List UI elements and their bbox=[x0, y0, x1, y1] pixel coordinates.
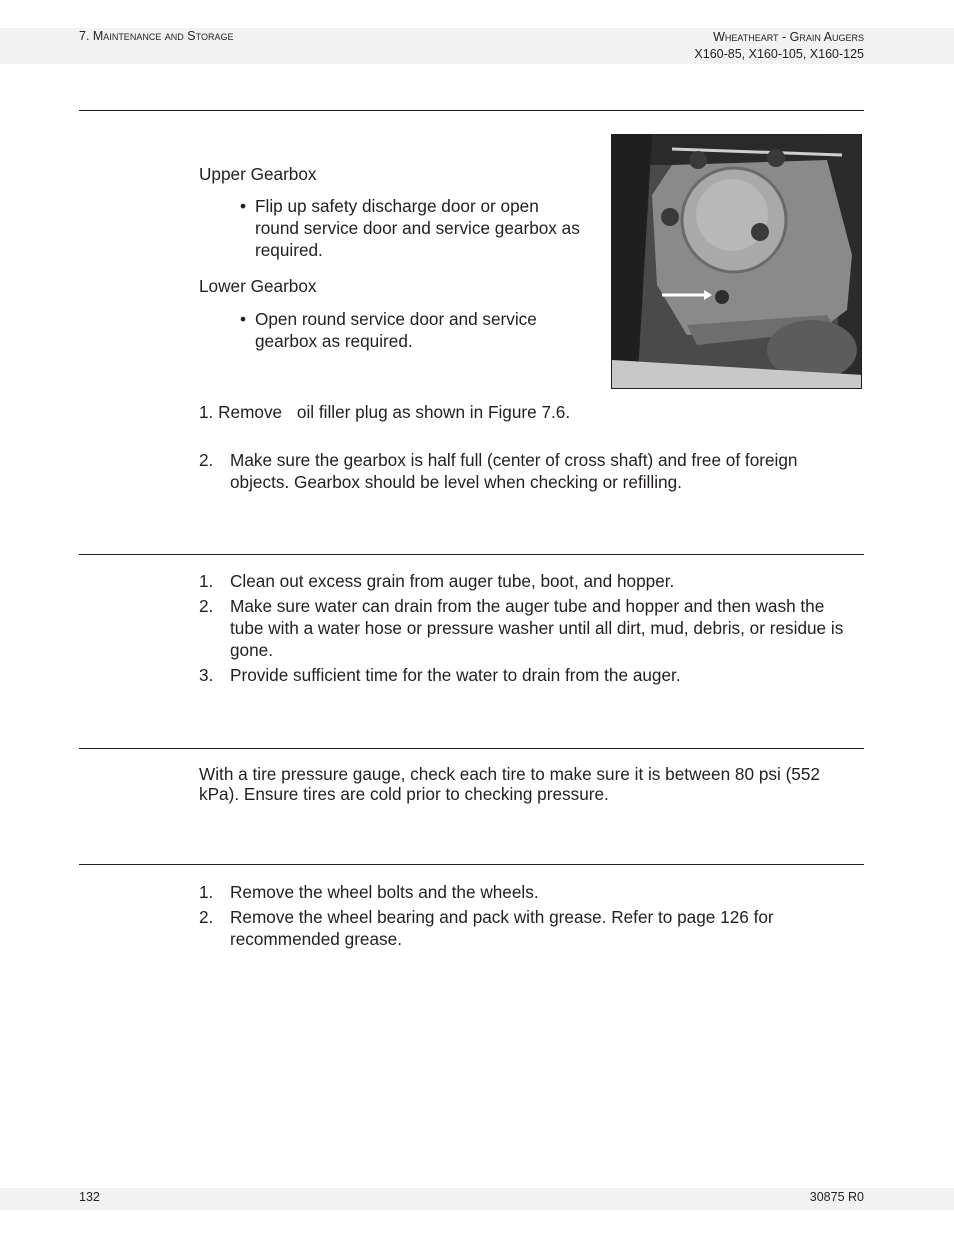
list-item bbox=[199, 881, 859, 903]
lower-gearbox-title: Lower Gearbox bbox=[199, 276, 317, 296]
bullet-icon: • bbox=[240, 196, 247, 216]
section-divider bbox=[79, 110, 864, 111]
list-text: Clean out excess grain from auger tube, boot, and hopper. bbox=[230, 571, 675, 591]
list-item bbox=[199, 906, 859, 950]
product-info bbox=[694, 29, 864, 63]
section-divider bbox=[79, 864, 864, 865]
list-number: 1. Remove bbox=[199, 402, 283, 422]
list-text: Remove the wheel bearing and pack with grease. Refer to page 126 for recommended grease. bbox=[230, 907, 774, 949]
page-footer bbox=[0, 1188, 954, 1210]
model-list: X160-85, X160-105, X160-125 bbox=[694, 47, 864, 61]
list-number: 1. bbox=[199, 882, 214, 902]
list-item bbox=[199, 664, 859, 686]
section-title: 7. Maintenance and Storage bbox=[79, 29, 234, 43]
gearbox-photo-icon bbox=[612, 135, 862, 389]
page-header bbox=[0, 28, 954, 64]
list-item bbox=[199, 595, 859, 661]
section-divider bbox=[79, 554, 864, 555]
list-number: 2. bbox=[199, 450, 214, 470]
section-divider bbox=[79, 748, 864, 749]
product-name: Wheatheart - Grain Augers bbox=[713, 30, 864, 44]
list-text: Remove the wheel bolts and the wheels. bbox=[230, 882, 539, 902]
list-text: Make sure the gearbox is half full (center of cross shaft) and free of foreign objects. Gearbox should be level when checking or refilling. bbox=[230, 450, 798, 492]
list-item bbox=[199, 449, 859, 493]
page-number: 132 bbox=[79, 1190, 100, 1204]
lower-gearbox-bullet bbox=[240, 308, 570, 352]
list-item bbox=[199, 570, 859, 592]
upper-gearbox-bullet bbox=[240, 195, 580, 261]
document-number: 30875 R0 bbox=[809, 1190, 864, 1204]
list-number: 1. bbox=[199, 571, 214, 591]
bullet-text: Open round service door and service gearbox as required. bbox=[255, 309, 537, 351]
upper-gearbox-title: Upper Gearbox bbox=[199, 164, 317, 184]
tire-pressure-text: With a tire pressure gauge, check each tire to make sure it is between 80 psi (552 kPa). Ensure tires are cold prior to checking pressure. bbox=[199, 764, 820, 804]
list-number: 2. bbox=[199, 596, 214, 616]
gearbox-photo bbox=[611, 134, 862, 389]
bullet-text: Flip up safety discharge door or open round service door and service gearbox as required. bbox=[255, 196, 580, 260]
bullet-icon: • bbox=[240, 309, 247, 329]
list-text: Provide sufficient time for the water to drain from the auger. bbox=[230, 665, 681, 685]
list-text: Make sure water can drain from the auger tube and hopper and then wash the tube with a water hose or pressure washer until all dirt, mud, debris, or residue is gone. bbox=[230, 596, 844, 660]
list-number: 3. bbox=[199, 665, 214, 685]
list-number: 2. bbox=[199, 907, 214, 927]
list-text: oil filler plug as shown in Figure 7.6. bbox=[296, 402, 571, 422]
list-item bbox=[199, 401, 579, 423]
